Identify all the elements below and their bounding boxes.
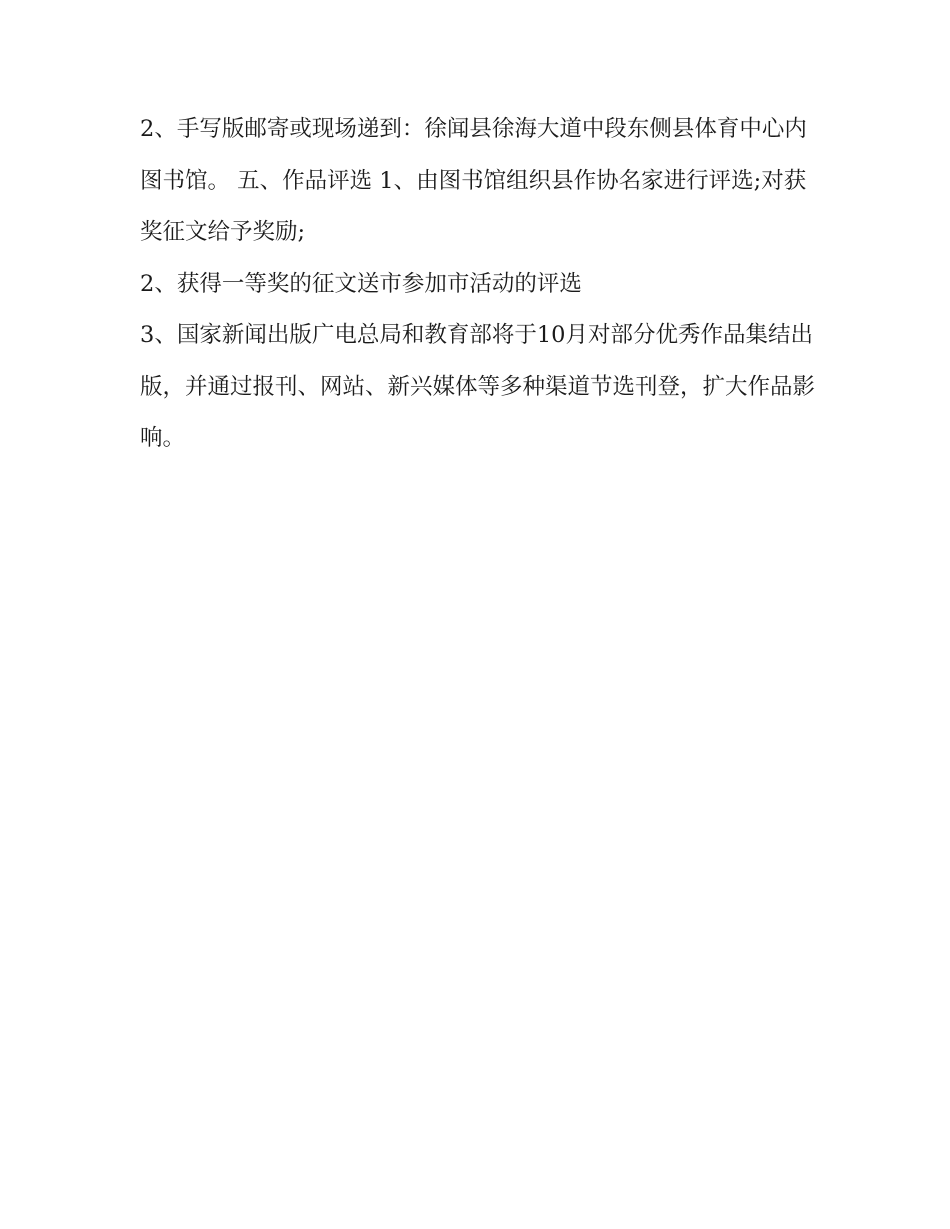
paragraph-publication: 3、国家新闻出版广电总局和教育部将于10月对部分优秀作品集结出版，并通过报刊、网站、新兴媒体等多种渠道节选刊登，扩大作品影响。 [140,322,816,451]
paragraph-submission-address: 2、手写版邮寄或现场递到：徐闻县徐海大道中段东侧县体育中心内图书馆。 五、作品评选 1、由图书馆组织县作协名家进行评选;对获奖征文给予奖励; [140,116,807,245]
document-body [140,104,820,465]
paragraph-first-prize: 2、获得一等奖的征文送市参加市活动的评选 [140,270,582,297]
